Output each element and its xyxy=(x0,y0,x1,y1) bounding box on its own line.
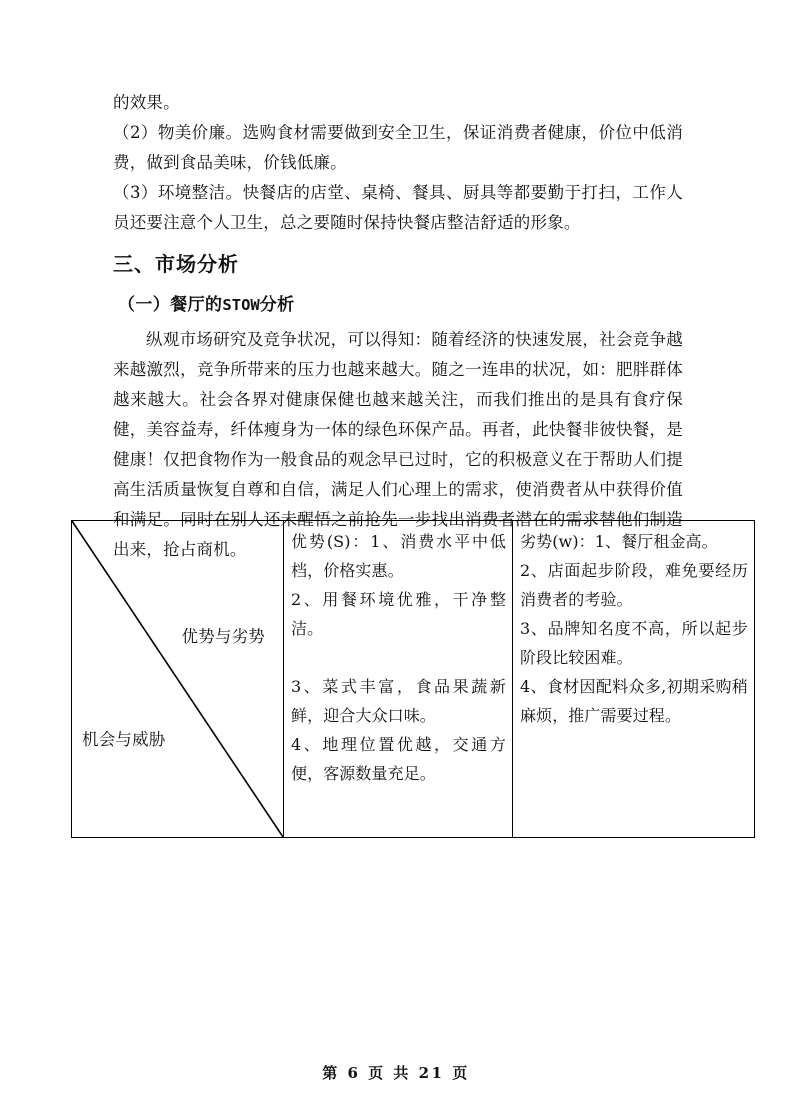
paragraph-continuation: 的效果。 xyxy=(113,93,180,112)
swot-table xyxy=(71,520,755,838)
paragraph-item-2: （2）物美价廉。选购食材需要做到安全卫生，保证消费者健康，价位中低消费，做到食品美味，价钱低廉。 xyxy=(113,123,683,172)
weaknesses-content xyxy=(513,521,754,730)
diagonal-divider-icon xyxy=(72,521,283,837)
weaknesses-line: 2、店面起步阶段，难免要经历消费者的考验。 xyxy=(520,561,748,609)
sub-heading-suffix: 分析 xyxy=(259,295,295,315)
weaknesses-line: 4、食材因配料众多,初期采购稍麻烦，推广需要过程。 xyxy=(520,677,748,725)
swot-strengths-cell xyxy=(284,521,513,837)
sub-heading-latin: STOW xyxy=(222,296,260,314)
weaknesses-line: 3、品牌知名度不高，所以起步阶段比较困难。 xyxy=(520,619,748,667)
swot-weaknesses-cell xyxy=(513,521,754,837)
paragraph-item-3: （3）环境整洁。快餐店的店堂、桌椅、餐具、厨具等都要勤于打扫，工作人员还要注意个人卫生，总之要随时保持快餐店整洁舒适的形象。 xyxy=(113,183,683,232)
section-heading: 三、市场分析 xyxy=(113,252,239,276)
corner-label-strengths-weaknesses: 优势与劣势 xyxy=(181,627,265,646)
page-footer: 第 6 页 共 21 页 xyxy=(322,1064,470,1082)
strengths-line: 2、用餐环境优雅，干净整洁。 xyxy=(291,590,506,638)
strengths-line: 优势(S)：1、消费水平中低档，价格实惠。 xyxy=(291,532,506,580)
swot-corner-cell xyxy=(72,521,284,837)
body-text-block xyxy=(113,88,683,238)
sub-heading-prefix: （一）餐厅的 xyxy=(118,295,223,315)
sub-heading xyxy=(118,292,295,318)
strengths-blank-line xyxy=(291,643,506,672)
weaknesses-line: 劣势(w)：1、餐厅租金高。 xyxy=(520,532,718,551)
market-analysis-paragraph: 纵观市场研究及竞争状况，可以得知：随着经济的快速发展，社会竞争越来越激烈，竞争所带来的压力也越来越大。随之一连串的状况，如：肥胖群体越来越大。社会各界对健康保健也越来越关注，而我们推出的是具有食疗保健，美容益寿，纤体瘦身为一体的绿色环保产品。再者，此快餐非彼快餐，是健康！仅把食物作为一般食品的观念早已过时，它的积极意义在于帮助人们提高生活质量恢复自尊和自信，满足人们心理上的需求，使消费者从中获得价值和满足。同时在别人还未醒悟之前抢先一步找出消费者潜在的需求替他们制造出来，抢占商机。 xyxy=(113,330,683,559)
strengths-line: 3、菜式丰富，食品果蔬新鲜，迎合大众口味。 xyxy=(291,677,506,725)
strengths-content xyxy=(284,521,512,788)
corner-label-opportunities-threats: 机会与威胁 xyxy=(82,730,166,749)
strengths-line: 4、地理位置优越，交通方便，客源数量充足。 xyxy=(291,735,506,783)
